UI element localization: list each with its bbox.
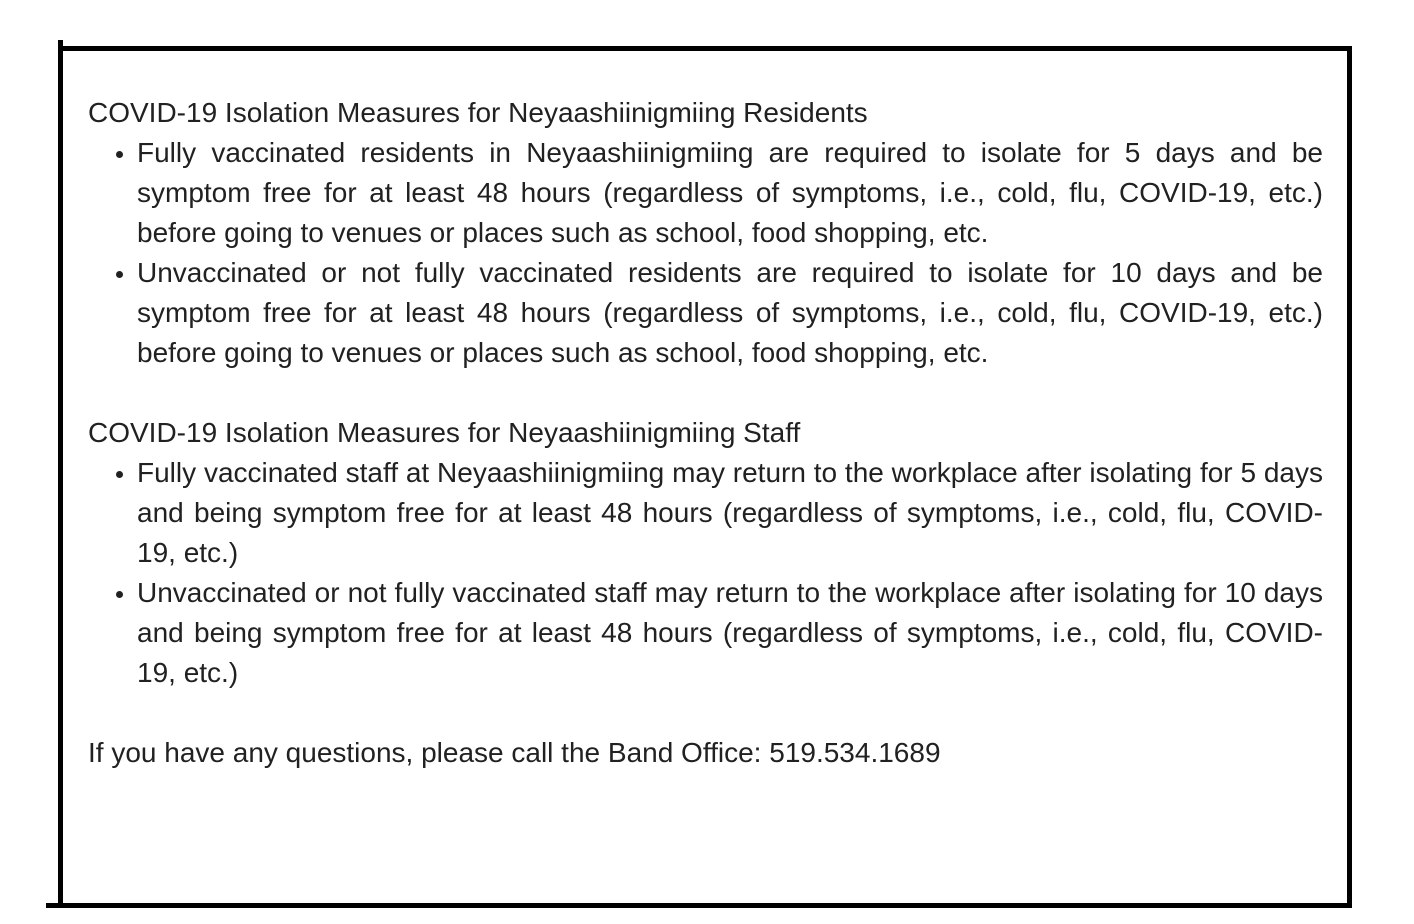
- isolation-notice-box: [58, 46, 1352, 908]
- staff-section: [88, 413, 1323, 693]
- residents-bullet-unvaccinated: • Unvaccinated or not fully vaccinated residents are required to isolate for 10 days and be symptom free for at least 48 hours (regardless of symptoms, i.e., cold, flu, COVID-19, etc.) before going to venues or places such as school, food shopping, etc.: [137, 253, 1323, 373]
- residents-heading: COVID-19 Isolation Measures for Neyaashiinigmiing Residents: [88, 97, 868, 128]
- staff-bullet-list: [88, 453, 1323, 693]
- staff-heading: COVID-19 Isolation Measures for Neyaashiinigmiing Staff: [88, 417, 801, 448]
- staff-bullet-fully-vaccinated: • Fully vaccinated staff at Neyaashiinigmiing may return to the workplace after isolating for 5 days and being symptom free for at least 48 hours (regardless of symptoms, i.e., cold, flu, COVID-19, etc.): [137, 453, 1323, 573]
- residents-bullet-list: [88, 133, 1323, 373]
- contact-note: If you have any questions, please call the Band Office: 519.534.1689: [88, 737, 941, 768]
- residents-bullet-fully-vaccinated: • Fully vaccinated residents in Neyaashiinigmiing are required to isolate for 5 days and be symptom free for at least 48 hours (regardless of symptoms, i.e., cold, flu, COVID-19, etc.) before going to venues or places such as school, food shopping, etc.: [137, 133, 1323, 253]
- residents-section: [88, 93, 1323, 373]
- staff-bullet-unvaccinated: • Unvaccinated or not fully vaccinated staff may return to the workplace after isolating for 10 days and being symptom free for at least 48 hours (regardless of symptoms, i.e., cold, flu, COVID-19, etc.): [137, 573, 1323, 693]
